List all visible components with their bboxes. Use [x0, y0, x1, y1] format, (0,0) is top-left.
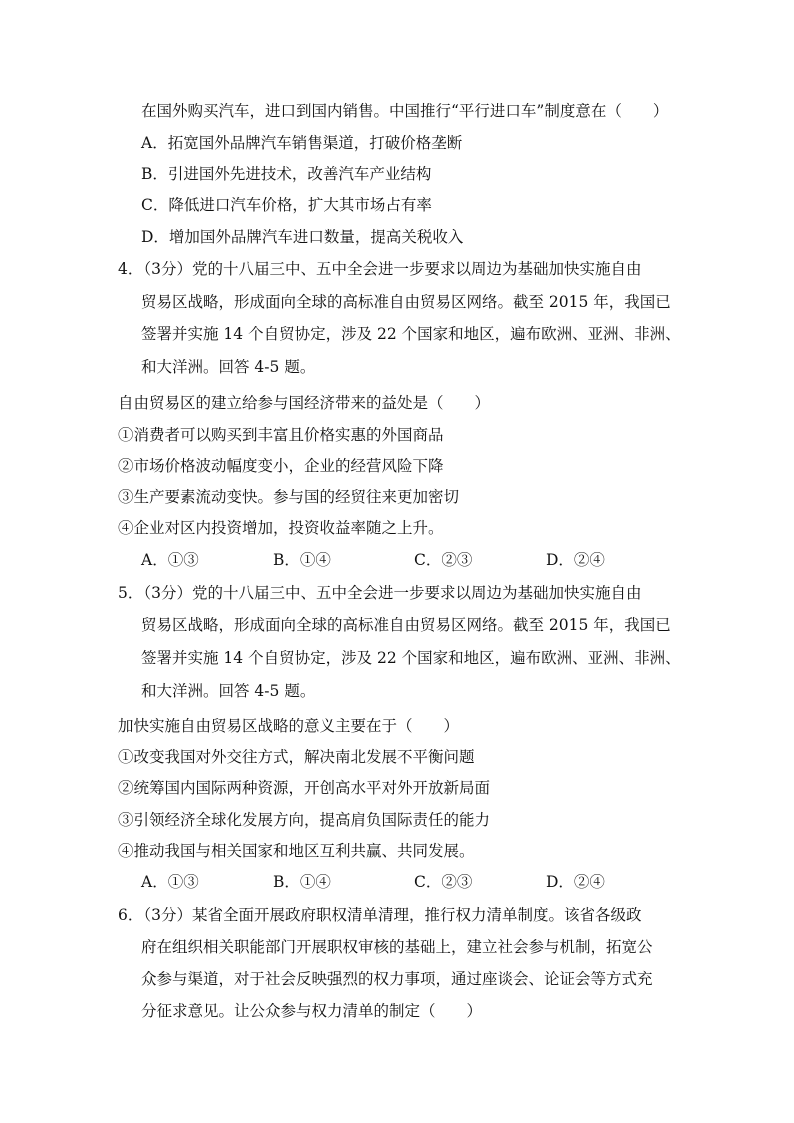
q4-stem-line-4: 和大洋洲。回答 4-5 题。 — [141, 358, 316, 376]
q4-item-4: ④企业对区内投资增加，投资收益率随之上升。 — [118, 519, 444, 537]
q5-item-2: ②统筹国内国际两种资源，开创高水平对外开放新局面 — [118, 779, 491, 797]
q4-item-3: ③生产要素流动变快。参与国的经贸往来更加密切 — [118, 488, 460, 506]
q5-item-4: ④推动我国与相关国家和地区互利共赢、共同发展。 — [118, 842, 475, 860]
q4-stem-line-3: 签署并实施 14 个自贸协定，涉及 22 个国家和地区，遍布欧洲、亚洲、非洲、 — [141, 325, 681, 343]
q5-item-1: ①改变我国对外交往方式，解决南北发展不平衡问题 — [118, 748, 475, 766]
q5-item-3: ③引领经济全球化发展方向，提高肩负国际责任的能力 — [118, 811, 491, 829]
q4-choice-c: C．②③ — [414, 551, 473, 569]
q5-choice-b: B．①④ — [273, 873, 331, 891]
q5-choice-a: A．①③ — [141, 873, 199, 891]
q3-option-a: A．拓宽国外品牌汽车销售渠道，打破价格垄断 — [141, 134, 463, 152]
q4-question: 自由贸易区的建立给参与国经济带来的益处是（ ） — [118, 394, 491, 412]
q6-stem-line-4: 分征求意见。让公众参与权力清单的制定（ ） — [141, 1002, 483, 1020]
q4-item-2: ②市场价格波动幅度变小，企业的经营风险下降 — [118, 457, 444, 475]
q3-stem: 在国外购买汽车，进口到国内销售。中国推行“平行进口车”制度意在（ ） — [141, 102, 669, 120]
q5-question: 加快实施自由贸易区战略的意义主要在于（ ） — [118, 717, 460, 735]
q5-choice-d: D．②④ — [546, 873, 605, 891]
q4-choice-b: B．①④ — [273, 551, 331, 569]
q4-stem-line-2: 贸易区战略，形成面向全球的高标准自由贸易区网络。截至 2015 年，我国已 — [141, 293, 671, 311]
q3-option-b: B．引进国外先进技术，改善汽车产业结构 — [141, 165, 432, 183]
q6-stem-line-1: 6．（3分）某省全面开展政府职权清单清理，推行权力清单制度。该省各级政 — [118, 906, 642, 924]
q3-option-c: C．降低进口汽车价格，扩大其市场占有率 — [141, 196, 432, 214]
q4-stem-line-1: 4．（3分）党的十八届三中、五中全会进一步要求以周边为基础加快实施自由 — [118, 260, 642, 278]
q4-choice-a: A．①③ — [141, 551, 199, 569]
q6-stem-line-2: 府在组织相关职能部门开展职权审核的基础上，建立社会参与机制，拓宽公 — [141, 938, 653, 956]
q5-stem-line-2: 贸易区战略，形成面向全球的高标准自由贸易区网络。截至 2015 年，我国已 — [141, 616, 671, 634]
q5-stem-line-4: 和大洋洲。回答 4-5 题。 — [141, 682, 316, 700]
q4-choice-d: D．②④ — [546, 551, 605, 569]
q3-option-d: D．增加国外品牌汽车进口数量，提高关税收入 — [141, 228, 464, 246]
q5-stem-line-3: 签署并实施 14 个自贸协定，涉及 22 个国家和地区，遍布欧洲、亚洲、非洲、 — [141, 649, 681, 667]
q5-choice-c: C．②③ — [414, 873, 473, 891]
q4-item-1: ①消费者可以购买到丰富且价格实惠的外国商品 — [118, 426, 444, 444]
q5-stem-line-1: 5．（3分）党的十八届三中、五中全会进一步要求以周边为基础加快实施自由 — [118, 584, 642, 602]
q6-stem-line-3: 众参与渠道，对于社会反映强烈的权力事项，通过座谈会、论证会等方式充 — [141, 970, 653, 988]
